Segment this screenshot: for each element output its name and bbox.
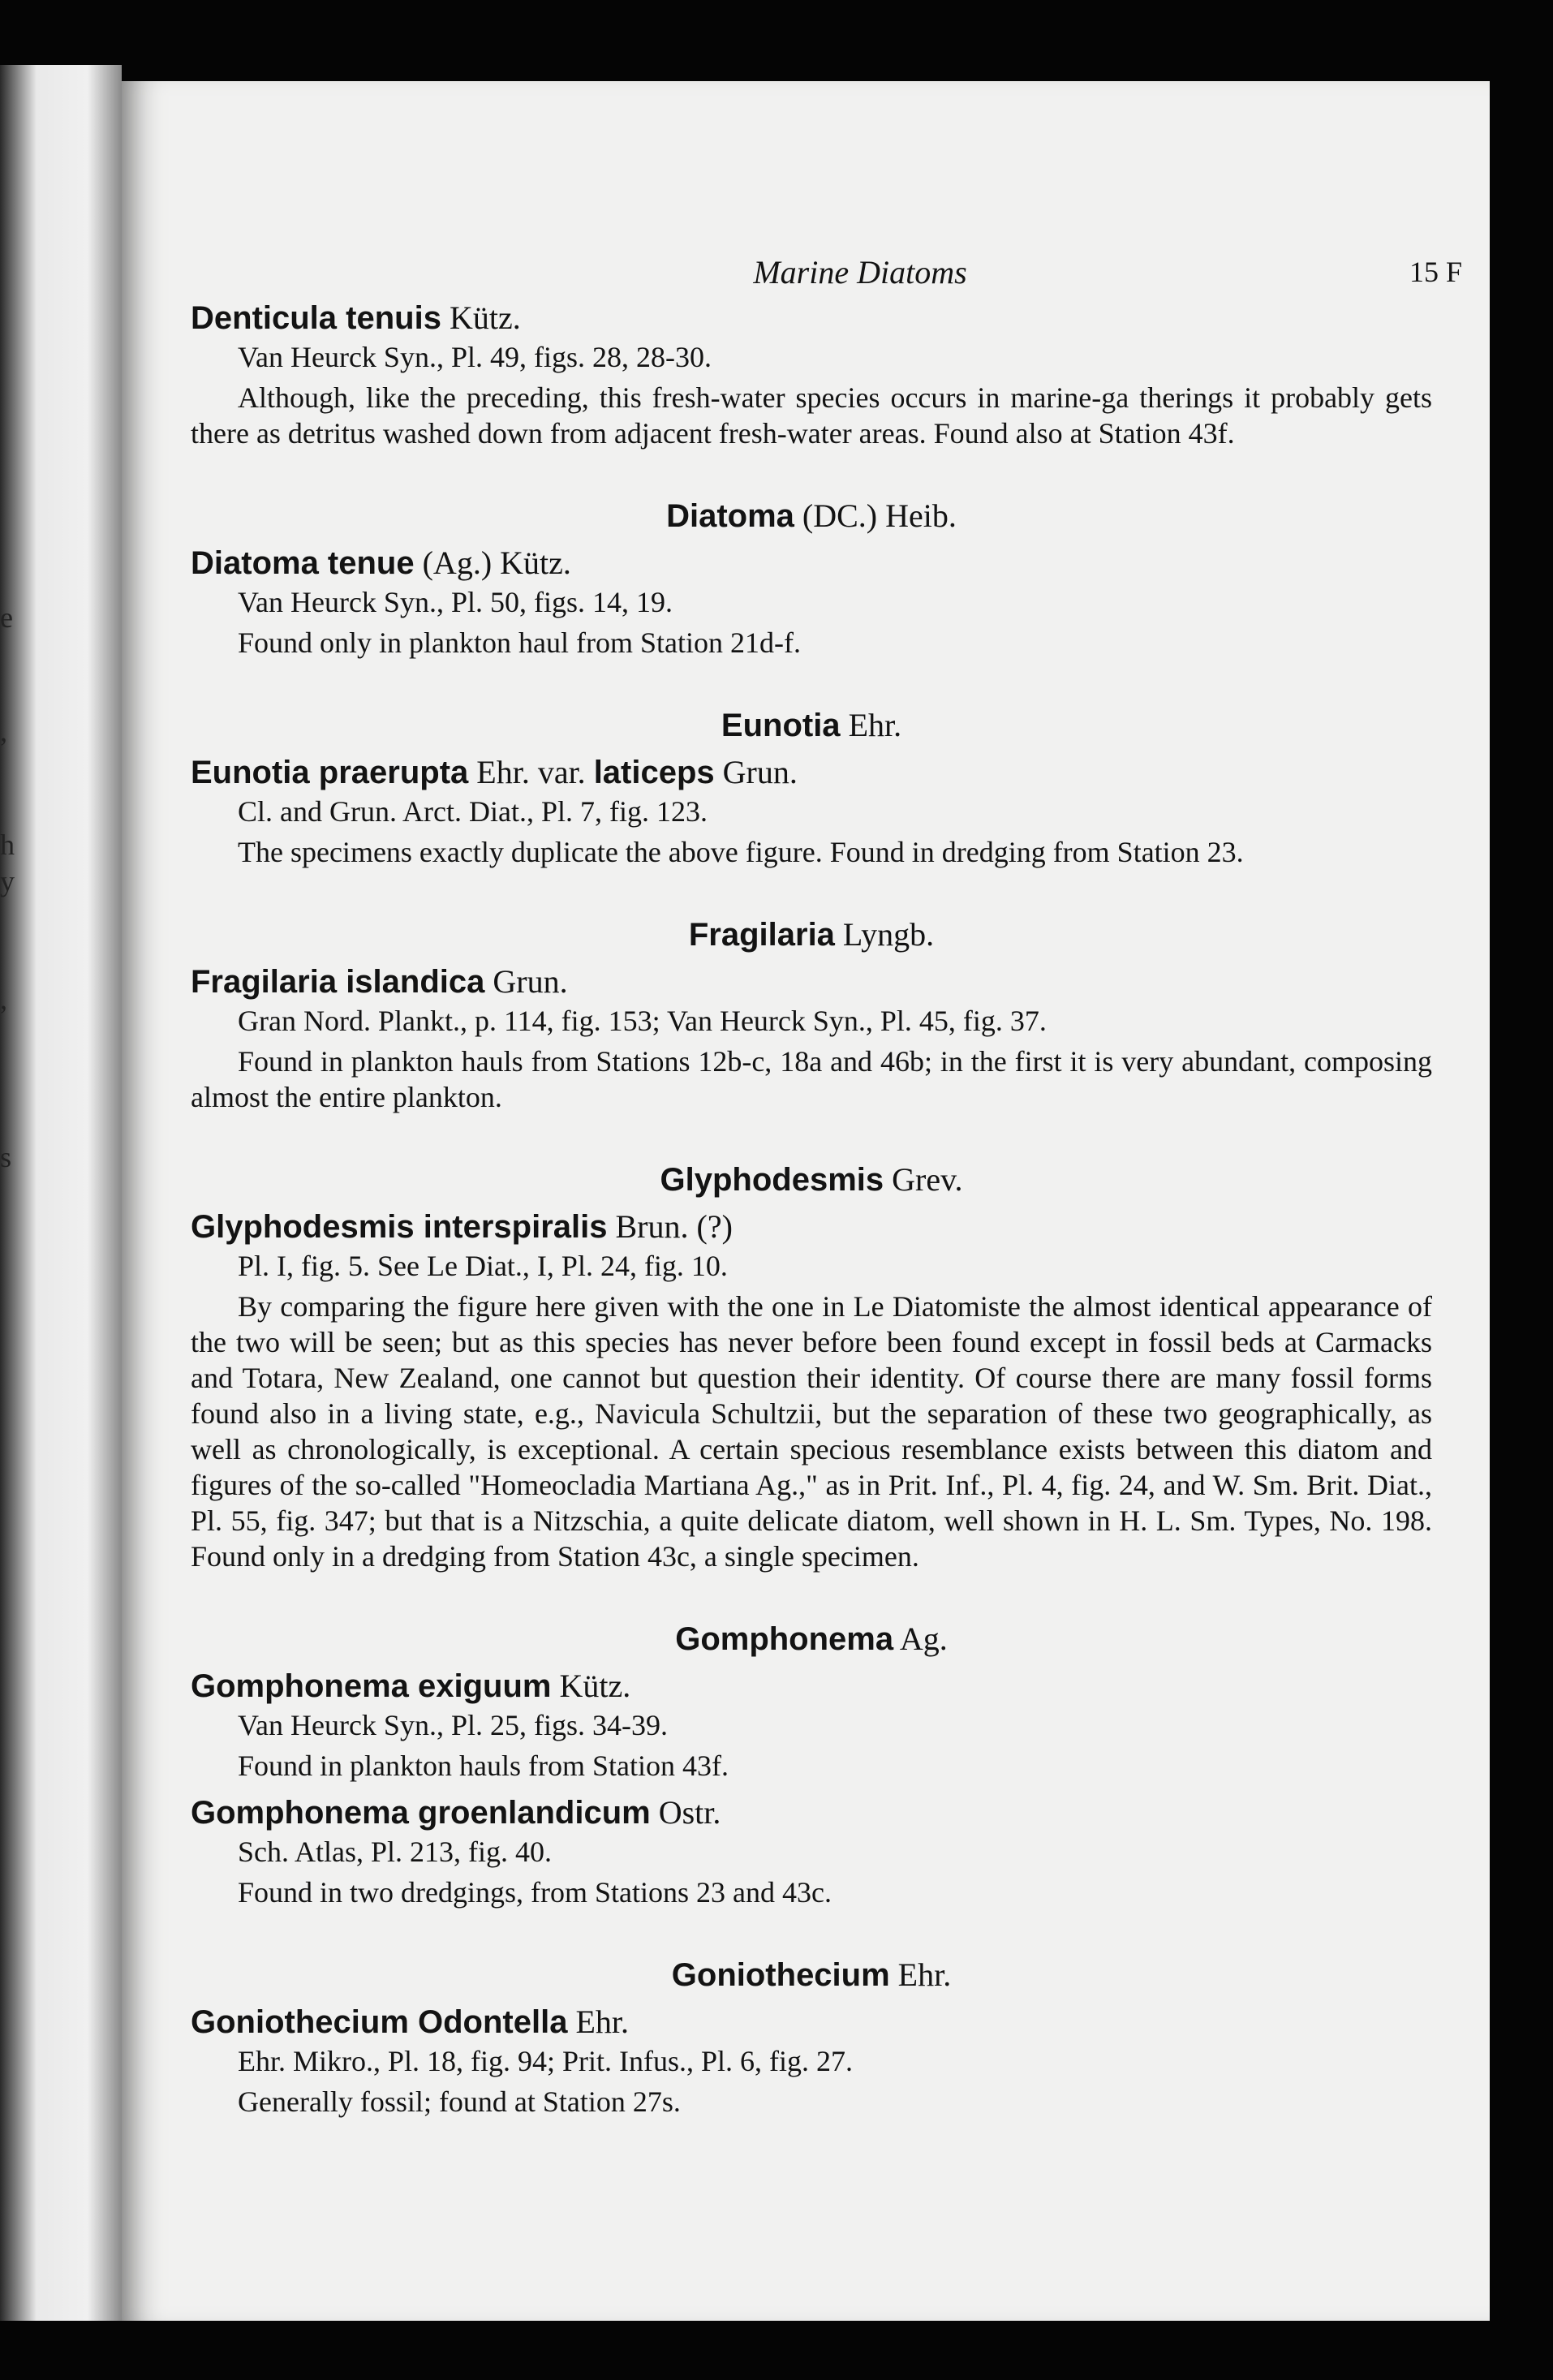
facing-page-fragment: s bbox=[0, 1141, 12, 1173]
genus-heading bbox=[191, 708, 1432, 743]
note-paragraph: The specimens exactly duplicate the above figure. Found in dredging from Station 23. bbox=[238, 836, 1244, 868]
page-number: 15 F bbox=[1409, 256, 1462, 288]
species-heading bbox=[191, 964, 1432, 1000]
facing-page-fragment: , bbox=[0, 983, 7, 1015]
reference-line: Cl. and Grun. Arct. Diat., Pl. 7, fig. 123. bbox=[238, 795, 708, 828]
page-body bbox=[191, 300, 1432, 2124]
species-heading bbox=[191, 1795, 1432, 1831]
note-paragraph: Although, like the preceding, this fresh-water species occurs in marine-ga therings it probably gets there as detritus washed down from adjacent fresh-water areas. Found also at Station 43f. bbox=[191, 381, 1432, 450]
genus-heading bbox=[191, 1957, 1432, 1993]
reference-line: Van Heurck Syn., Pl. 49, figs. 28, 28-30. bbox=[238, 341, 712, 373]
facing-page-fragment: e bbox=[0, 601, 13, 634]
genus-authority: Lyngb. bbox=[842, 916, 935, 953]
reference-line: Pl. I, fig. 5. See Le Diat., I, Pl. 24, fig. 10. bbox=[238, 1250, 728, 1282]
facing-page-fragment: h bbox=[0, 828, 15, 861]
variety-name: laticeps bbox=[593, 755, 715, 790]
genus-heading bbox=[191, 1162, 1432, 1198]
facing-page-fragment: y bbox=[0, 865, 15, 897]
variety-authority: Grun. bbox=[722, 754, 798, 790]
species-authority: Ehr. bbox=[575, 2003, 629, 2040]
species-name: Goniothecium Odontella bbox=[191, 2004, 568, 2040]
species-name: Gomphonema exiguum bbox=[191, 1668, 552, 1704]
genus-name: Glyphodesmis bbox=[660, 1162, 884, 1198]
genus-authority: (DC.) Heib. bbox=[802, 497, 957, 534]
facing-page-fragment: , bbox=[0, 715, 7, 747]
reference-line: Ehr. Mikro., Pl. 18, fig. 94; Prit. Infus., Pl. 6, fig. 27. bbox=[238, 2045, 854, 2077]
species-name: Denticula tenuis bbox=[191, 300, 441, 336]
reference-line: Van Heurck Syn., Pl. 25, figs. 34-39. bbox=[238, 1709, 668, 1741]
genus-authority: Ehr. bbox=[897, 1956, 952, 1993]
running-title: Marine Diatoms bbox=[753, 254, 967, 291]
genus-name: Eunotia bbox=[721, 708, 841, 743]
reference-line: Sch. Atlas, Pl. 213, fig. 40. bbox=[238, 1836, 553, 1868]
genus-heading bbox=[191, 1621, 1432, 1657]
species-heading bbox=[191, 1668, 1432, 1704]
species-authority: Brun. (?) bbox=[615, 1208, 733, 1245]
genus-name: Gomphonema bbox=[675, 1621, 894, 1657]
species-heading bbox=[191, 300, 1432, 336]
species-name: Gomphonema groenlandicum bbox=[191, 1795, 651, 1831]
reference-line: Van Heurck Syn., Pl. 50, figs. 14, 19. bbox=[238, 586, 673, 618]
genus-heading bbox=[191, 498, 1432, 534]
species-heading bbox=[191, 755, 1432, 790]
species-authority: Ehr. var. bbox=[476, 754, 586, 790]
species-heading bbox=[191, 2004, 1432, 2040]
facing-page-edge bbox=[0, 65, 122, 2321]
note-paragraph: Found in plankton hauls from Stations 12b-c, 18a and 46b; in the first it is very abundant, composing almost the entire plankton. bbox=[191, 1045, 1432, 1113]
species-name: Diatoma tenue bbox=[191, 545, 415, 581]
genus-authority: Grev. bbox=[892, 1161, 963, 1198]
species-authority: Kütz. bbox=[559, 1668, 631, 1704]
species-authority: Ostr. bbox=[658, 1794, 721, 1831]
reference-line: Gran Nord. Plankt., p. 114, fig. 153; Van Heurck Syn., Pl. 45, fig. 37. bbox=[238, 1005, 1047, 1037]
species-heading bbox=[191, 1209, 1432, 1245]
note-paragraph: Found in two dredgings, from Stations 23 and 43c. bbox=[238, 1876, 832, 1909]
genus-authority: Ag. bbox=[899, 1620, 948, 1657]
species-name: Eunotia praerupta bbox=[191, 755, 469, 790]
species-authority: Kütz. bbox=[449, 299, 521, 336]
species-authority: Grun. bbox=[493, 963, 568, 1000]
note-paragraph: Found only in plankton haul from Station 21d-f. bbox=[238, 626, 801, 659]
species-name: Glyphodesmis interspiralis bbox=[191, 1209, 608, 1245]
genus-name: Diatoma bbox=[666, 498, 794, 534]
book-page bbox=[122, 81, 1490, 2321]
species-name: Fragilaria islandica bbox=[191, 964, 485, 1000]
note-paragraph: By comparing the figure here given with the one in Le Diatomiste the almost identical appearance of the two will be seen; but as this species has never before been found except in fossil beds at Carmacks and Totara, New Zealand, one cannot but question their identity. Of course there are many fossil forms found also in a living state, e.g., Navicula Schultzii, but the separation of these two geographically, as well as chronologically, is exceptional. A certain specious resemblance exists between this diatom and figures of the so-called "Homeocladia Martiana Ag.," as in Prit. Inf., Pl. 4, fig. 24, and W. Sm. Brit. Diat., Pl. 55, fig. 347; but that is a Nitzschia, a quite delicate diatom, well shown in H. L. Sm. Types, No. 198. Found only in a dredging from Station 43c, a single specimen. bbox=[191, 1290, 1432, 1573]
genus-name: Fragilaria bbox=[688, 917, 835, 953]
genus-authority: Ehr. bbox=[848, 707, 902, 743]
genus-name: Goniothecium bbox=[671, 1957, 890, 1993]
note-paragraph: Found in plankton hauls from Station 43f. bbox=[238, 1749, 729, 1782]
species-authority: (Ag.) Kütz. bbox=[422, 544, 571, 581]
species-heading bbox=[191, 545, 1432, 581]
genus-heading bbox=[191, 917, 1432, 953]
note-paragraph: Generally fossil; found at Station 27s. bbox=[238, 2085, 681, 2118]
